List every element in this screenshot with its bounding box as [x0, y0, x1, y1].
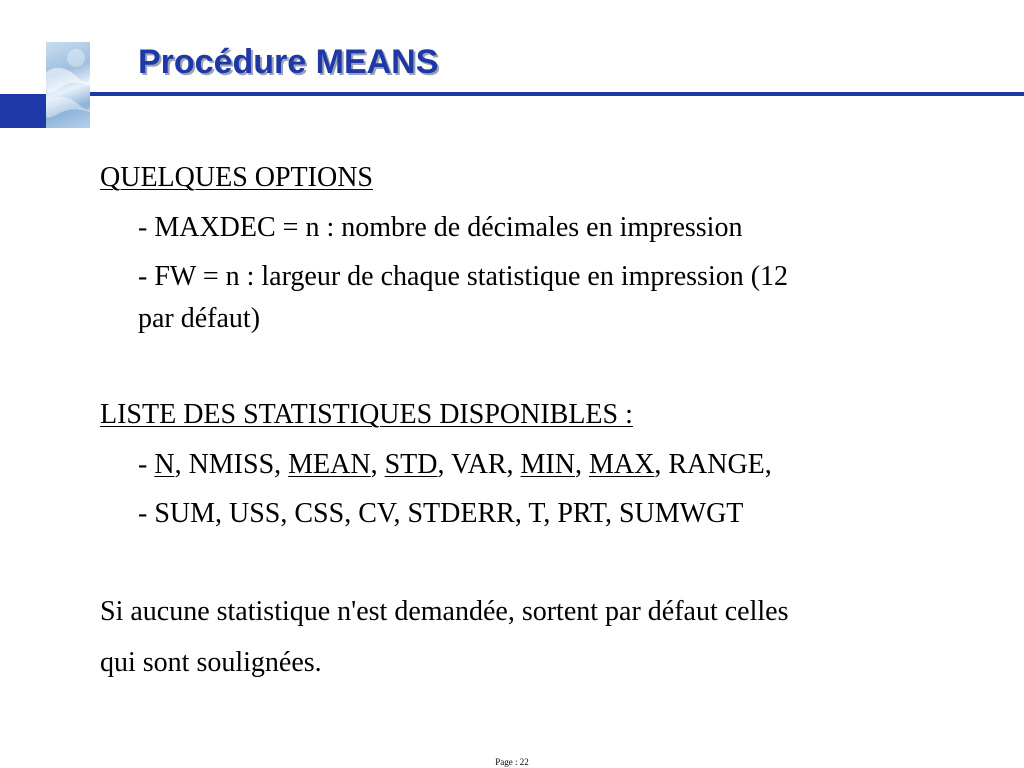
stat-sep-2: ,: [370, 449, 385, 480]
option-fw-line-1: - FW = n : largeur de chaque statistique en impression (12: [138, 261, 789, 292]
header-decorative-image: [46, 42, 90, 128]
left-accent-bar: [0, 94, 46, 128]
page-number: Page : 22: [495, 757, 529, 767]
stat-std: STD: [384, 449, 438, 480]
stat-sep-3: , VAR,: [437, 449, 521, 480]
stat-prefix: -: [138, 449, 155, 480]
note-line-2: qui sont soulignées.: [100, 647, 322, 678]
option-fw-line-2: par défaut): [138, 303, 261, 334]
stat-min: MIN: [520, 449, 575, 480]
statistics-line-2: - SUM, USS, CSS, CV, STDERR, T, PRT, SUMWGT: [138, 498, 744, 529]
stat-n: N: [154, 449, 175, 480]
header-image-graphic: [46, 42, 90, 128]
stat-sep-1: , NMISS,: [174, 449, 289, 480]
stat-suffix: , RANGE,: [654, 449, 772, 480]
note-line-1: Si aucune statistique n'est demandée, sortent par défaut celles: [100, 596, 789, 627]
stat-mean: MEAN: [288, 449, 371, 480]
option-maxdec: - MAXDEC = n : nombre de décimales en impression: [138, 212, 743, 243]
statistics-line-1: [138, 445, 772, 485]
statistics-heading: LISTE DES STATISTIQUES DISPONIBLES :: [100, 399, 633, 430]
stat-max: MAX: [588, 449, 655, 480]
stat-sep-4: ,: [574, 449, 589, 480]
header-rule: [90, 92, 1024, 96]
options-heading: QUELQUES OPTIONS: [100, 162, 373, 193]
slide-title: Procédure MEANS: [138, 43, 439, 81]
